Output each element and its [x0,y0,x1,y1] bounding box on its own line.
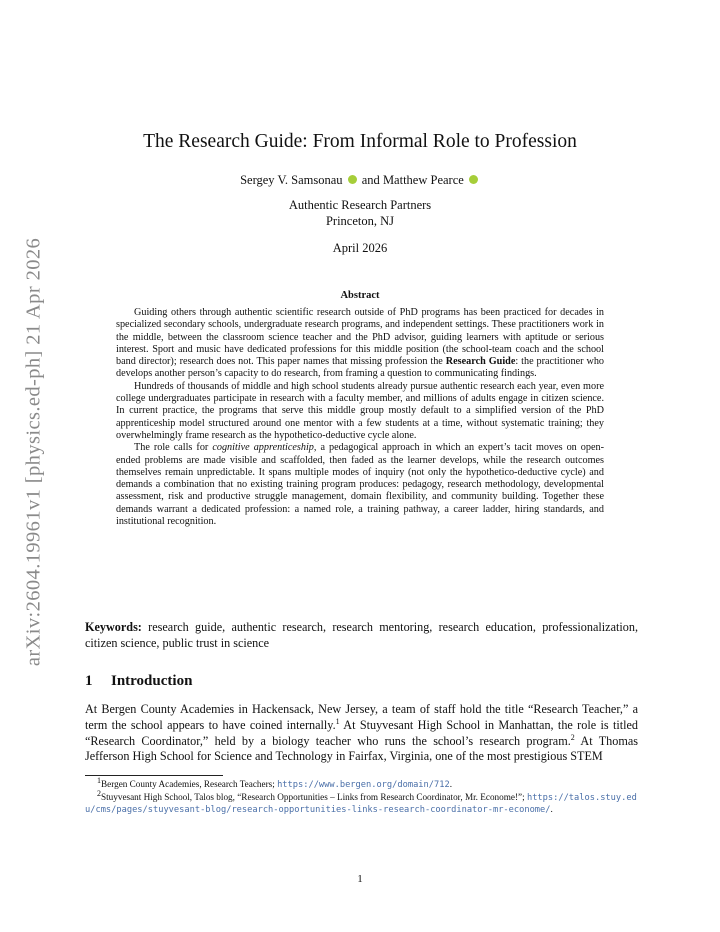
paper-title: The Research Guide: From Informal Role to Profession [143,131,577,152]
abstract-text: Guiding others through authentic scientific research outside of PhD programs has been practiced for decades in specialized secondary schools, undergraduate research programs, and independent settings. These practitioners work in the middle, between the classroom science teacher and the PhD advisor, guiding learners with aptitude or serious interest. Sport and music have dedicated professions for this middle position (the school-team coach and the school band director); research does not. This paper names that missing profession the [116,307,604,368]
abstract-text: The role calls for [134,442,213,454]
footnote-ref[interactable]: 2 [570,732,575,742]
abstract-text: : the practitioner who develops another person’s capacity to do research, from framing a question to communicating findings. [116,356,605,380]
section-number: 1 [85,673,93,689]
footnote [85,775,638,792]
page-number: 1 [357,873,363,885]
footnote-text: . [449,779,452,789]
footnote [85,788,638,817]
footnote-text: Stuyvesant High School, Talos blog, “Research Opportunities – Links from Research Coordinator, Mr. Econome!”; [101,791,527,802]
footnote-mark: 2 [97,788,101,798]
abstract-text: , a pedagogical approach in which an expert’s tacit moves on open-ended problems are made visible and scaffolded, then faded as the learner develops, while the research outcomes themselves remain unpredictable. It spans multiple modes of inquiry (not only the hypothetico-deductive cycle) and demands a combination that no existing training program produces: pedagogy, research methodology, developmental assessment, risk and productive struggle management, domain flexibility, and community building. Together these demands warrant a dedicated profession: a named role, a training pathway, a career ladder, hiring standards, and institutional recognition. [116,442,604,528]
affiliation [0,197,720,229]
footnote-text: . [550,804,553,814]
footnotes [85,775,638,817]
footnote-link[interactable]: https://www.bergen.org/domain/712 [277,780,450,790]
abstract-paragraph [116,307,604,381]
footnote-text: Bergen County Academies, Research Teachers; [101,779,278,789]
author-name: Sergey V. Samsonau [240,173,343,187]
footnote-link[interactable]: https://talos.stuy.edu/cms/pages/stuyvesant-blog/research-opportunities-links-research-coordinator-mr-econome/ [85,792,637,815]
abstract-paragraph [116,442,604,528]
footnote-mark: 1 [97,775,101,785]
intro-text: At Bergen County Academies in Hackensack, New Jersey, a team of staff hold the title “Research Teacher,” a term the school appears to have coined internally. [85,702,638,732]
footnote-ref[interactable]: 1 [335,716,340,726]
footnote-divider [85,775,223,776]
affiliation-org: Authentic Research Partners [288,198,432,212]
author-conjunction: and [358,173,383,187]
author-line [0,173,720,188]
section-title: Introduction [111,673,193,689]
orcid-icon[interactable] [469,175,478,184]
keywords-label: Keywords: [85,620,142,634]
intro-text: At Stuyvesant High School in Manhattan, the role is titled “Research Coordinator,” held by a biology teacher who runs the school’s research program. [85,717,638,748]
abstract-paragraph: Hundreds of thousands of middle and high school students already pursue authentic research each year, even more college undergraduates participate in research with a faculty member, and millions of adults engage in citizen science. In current practice, the programs that serve this middle group mostly default to a simplified version of the PhD apprenticeship model structured around one mentor with a few students at a time, without systematic training; they overwhelmingly frame research as the hypothetico-deductive cycle alone. [116,380,604,441]
abstract-body [116,307,604,528]
keywords [85,620,638,651]
abstract-heading: Abstract [340,290,380,301]
intro-text: At Thomas Jefferson High School for Science and Technology in Fairfax, Virginia, one of the most prestigious STEM [85,733,638,764]
affiliation-location: Princeton, NJ [325,214,395,228]
abstract-emphasis: Research Guide [445,356,516,368]
orcid-icon[interactable] [348,175,357,184]
arxiv-identifier: arXiv:2604.19961v1 [physics.ed-ph] 21 Apr 2026 [22,237,45,667]
section-heading [85,673,192,690]
paper-date: April 2026 [332,241,388,255]
keywords-text: research guide, authentic research, research mentoring, research education, professionalization, citizen science, public trust in science [85,620,638,650]
intro-paragraph [85,702,638,765]
abstract-italic: cognitive apprenticeship [212,442,314,454]
author-name: Matthew Pearce [382,173,464,187]
intro-body [85,702,638,765]
